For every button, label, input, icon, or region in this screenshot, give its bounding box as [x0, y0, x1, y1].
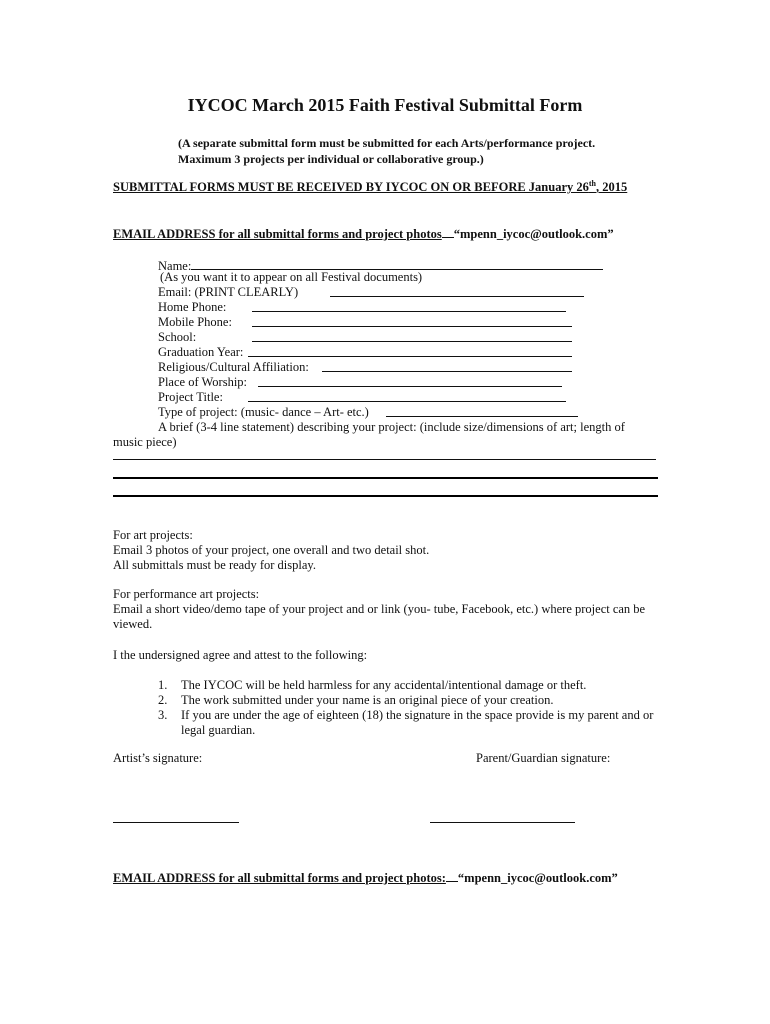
agree-statement: I the undersigned agree and attest to the following:: [113, 648, 368, 662]
term-text: The IYCOC will be held harmless for any accidental/intentional damage or theft.: [181, 678, 587, 692]
name-label: Name:: [158, 259, 192, 273]
type-field: Type of project: (music- dance – Art- etc.): [158, 405, 369, 419]
note-line-2: Maximum 3 projects per individual or collaborative group.): [178, 152, 484, 166]
art-heading: For art projects:: [113, 528, 193, 542]
name-note: (As you want it to appear on all Festival documents): [160, 270, 423, 284]
email-bottom-gap: [446, 870, 458, 882]
project-title-field: Project Title:: [158, 390, 223, 404]
artist-signature-label: Artist’s signature:: [113, 751, 203, 765]
performance-line-2: viewed.: [113, 617, 153, 631]
religious-field: Religious/Cultural Affiliation:: [158, 360, 309, 374]
term-number: 2.: [158, 693, 168, 707]
email-top: [113, 226, 614, 242]
brief-field: A brief (3-4 line statement) describing your project: (include size/dimensions of art; length of: [158, 420, 625, 434]
name-input[interactable]: [191, 258, 603, 270]
worship-field: Place of Worship:: [158, 375, 248, 389]
note-line-1: (A separate submittal form must be submitted for each Arts/performance project.: [178, 136, 596, 150]
email-bottom: [113, 870, 618, 886]
term-text: The work submitted under your name is an original piece of your creation.: [181, 693, 554, 707]
email-bottom-label: EMAIL ADDRESS for all submittal forms and project photos:: [113, 871, 446, 885]
religious-input[interactable]: [322, 371, 572, 372]
home-phone-input[interactable]: [252, 311, 566, 312]
artist-signature-line[interactable]: [113, 822, 239, 823]
term-number: 3.: [158, 708, 168, 722]
email-label: Email: (PRINT CLEARLY): [158, 285, 299, 299]
school-field: School:: [158, 330, 197, 344]
mobile-phone-field: Mobile Phone:: [158, 315, 232, 329]
deadline-sup: th: [588, 178, 597, 188]
brief-field-cont: music piece): [113, 435, 177, 449]
parent-signature-line[interactable]: [430, 822, 575, 823]
home-phone-field: Home Phone:: [158, 300, 227, 314]
project-title-input[interactable]: [248, 401, 566, 402]
school-input[interactable]: [252, 341, 572, 342]
art-line-1: Email 3 photos of your project, one overall and two detail shot.: [113, 543, 430, 557]
deadline-notice: [113, 180, 627, 195]
email-bottom-address[interactable]: “mpenn_iycoc@outlook.com”: [457, 871, 618, 885]
email-top-label: EMAIL ADDRESS for all submittal forms and project photos: [113, 227, 442, 241]
form-title: IYCOC March 2015 Faith Festival Submittal Form: [187, 95, 583, 115]
email-field: [158, 285, 298, 300]
brief-line-2[interactable]: [113, 477, 658, 479]
performance-line-1: Email a short video/demo tape of your project and or link (you- tube, Facebook, etc.) where project can be: [113, 602, 646, 616]
art-line-2: All submittals must be ready for display.: [113, 558, 316, 572]
brief-line-3[interactable]: [113, 495, 658, 497]
deadline-year: , 2015: [596, 180, 628, 194]
email-top-gap: [442, 226, 454, 238]
graduation-year-input[interactable]: [248, 356, 572, 357]
graduation-year-field: Graduation Year:: [158, 345, 244, 359]
mobile-phone-input[interactable]: [252, 326, 572, 327]
type-input[interactable]: [386, 416, 578, 417]
parent-signature-label: Parent/Guardian signature:: [476, 751, 611, 765]
deadline-text: SUBMITTAL FORMS MUST BE RECEIVED BY IYCOC ON OR BEFORE January 26: [113, 180, 589, 194]
brief-line-1[interactable]: [113, 459, 656, 460]
email-top-address[interactable]: “mpenn_iycoc@outlook.com”: [453, 227, 614, 241]
worship-input[interactable]: [258, 386, 562, 387]
term-text: If you are under the age of eighteen (18) the signature in the space provide is my parent and or: [181, 708, 654, 722]
term-3-cont: legal guardian.: [181, 723, 256, 737]
term-number: 1.: [158, 678, 168, 692]
performance-heading: For performance art projects:: [113, 587, 260, 601]
email-input[interactable]: [330, 296, 584, 297]
